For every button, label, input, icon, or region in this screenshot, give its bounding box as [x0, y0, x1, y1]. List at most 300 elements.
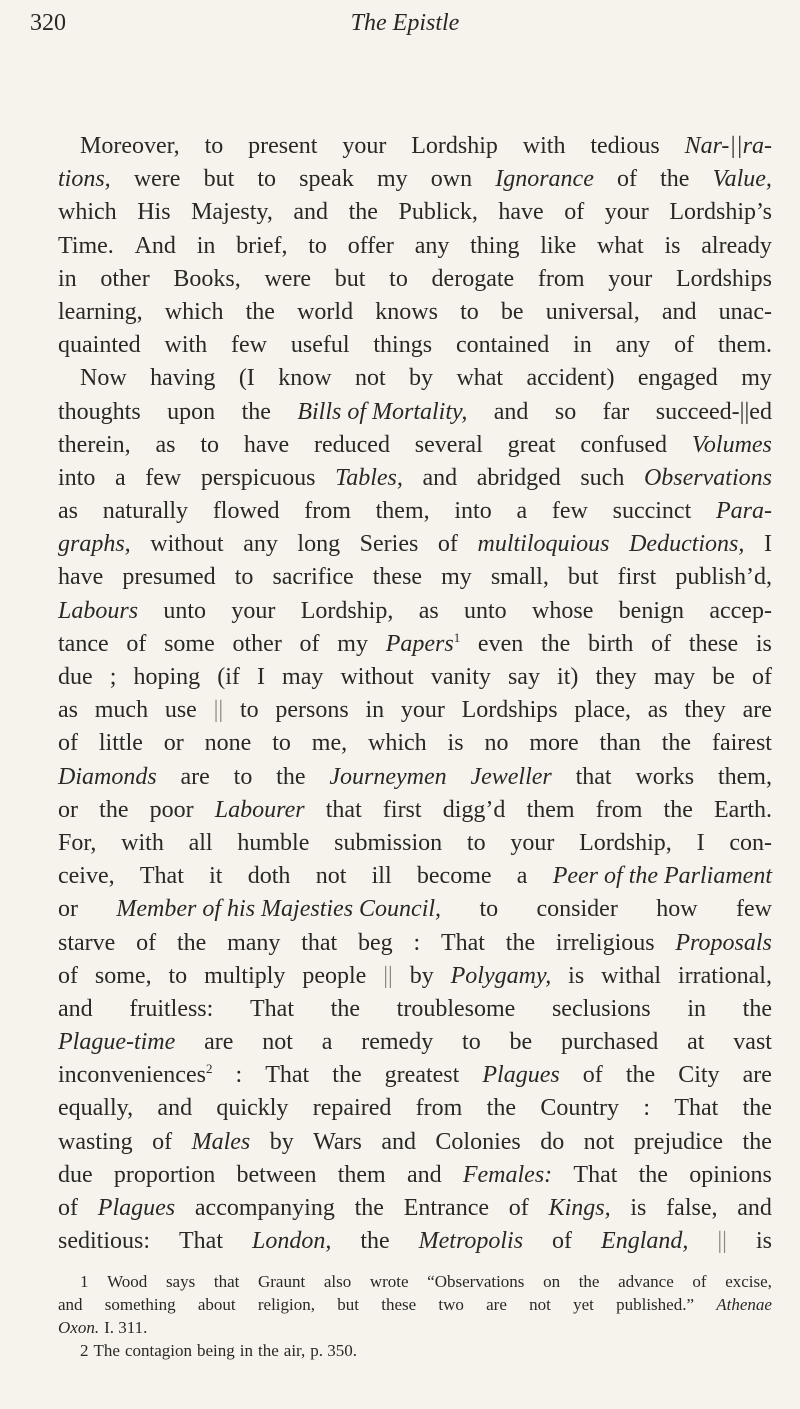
word: my [741, 365, 772, 392]
word: Females: [462, 1161, 553, 1188]
word: is [447, 730, 464, 757]
word: few [551, 498, 588, 525]
word: That [179, 1228, 223, 1255]
word: world [297, 298, 354, 325]
word: of [616, 166, 637, 193]
word: the [578, 1272, 600, 1291]
word: the [486, 1095, 516, 1122]
word: without [150, 531, 224, 558]
word: were [264, 265, 312, 292]
text-line [58, 462, 772, 495]
word: me, [311, 730, 348, 757]
word: little [98, 730, 143, 757]
word: into [58, 464, 96, 491]
word: That [440, 929, 485, 956]
word: Plagues [482, 1062, 560, 1089]
word: of [136, 929, 157, 956]
word: of [58, 962, 78, 989]
word: p. 350. [310, 1341, 358, 1360]
word: small, [490, 564, 549, 591]
word: your [608, 265, 653, 292]
word: few [231, 332, 268, 359]
word: abridged [476, 464, 561, 491]
word: upon [167, 398, 216, 425]
word: to [200, 431, 219, 458]
word: into [454, 498, 492, 525]
word: Now [80, 365, 127, 392]
word: to [234, 564, 254, 591]
word: not [529, 1295, 551, 1314]
word: that [325, 796, 362, 823]
word: Lordship [411, 133, 498, 159]
word: have [243, 431, 290, 458]
word: be [712, 664, 735, 690]
running-title: The Epistle [350, 10, 460, 36]
word: the [661, 730, 692, 757]
text-line [58, 893, 772, 926]
word: vast [733, 1029, 772, 1056]
word: them. [718, 332, 772, 359]
word: to [239, 697, 259, 724]
word-with-note-ref [386, 628, 461, 661]
word: to [257, 166, 277, 193]
word: they [684, 697, 726, 724]
word: may [653, 664, 696, 690]
word: : [413, 929, 421, 956]
word: England, [601, 1228, 689, 1255]
word: first [617, 564, 657, 591]
word: it [209, 863, 223, 890]
word: false, [666, 1195, 718, 1221]
word: to [466, 829, 486, 856]
word: Observations [643, 464, 772, 491]
word: quickly [216, 1095, 289, 1122]
word: the [258, 1341, 279, 1360]
word: and [381, 1128, 416, 1155]
word: place, [574, 697, 631, 724]
word: to [389, 265, 408, 292]
word: Colonies [435, 1128, 521, 1155]
word: to [460, 298, 479, 325]
word: two [438, 1295, 464, 1314]
footnote-line [58, 1316, 772, 1339]
word: Tables, [335, 464, 403, 491]
word: not [583, 1128, 615, 1155]
word: of [437, 531, 458, 558]
word: a [516, 863, 528, 890]
word: whose [532, 597, 594, 624]
word: my [441, 564, 472, 591]
word: succinct [612, 498, 692, 525]
word: seclusions [551, 995, 651, 1022]
word: equally, [58, 1095, 134, 1122]
word: them, [717, 763, 772, 790]
word: like [540, 232, 577, 259]
word: learning, [58, 298, 143, 325]
word: already [701, 232, 772, 259]
word: Peer of the Parliament [552, 863, 772, 890]
word: contained [455, 332, 550, 359]
word: unto [464, 597, 507, 624]
word: what [456, 365, 504, 392]
word: proportion [113, 1161, 216, 1188]
word: Kings, [548, 1195, 611, 1221]
word: Lordship’s [669, 199, 772, 226]
text-line [58, 694, 772, 727]
word: which [164, 298, 224, 325]
word: submission [334, 829, 443, 856]
word: publish’d, [675, 564, 772, 591]
word: the [663, 796, 693, 823]
word: : [235, 1062, 243, 1089]
word: 2 [80, 1341, 89, 1360]
footnote-line [58, 1293, 772, 1316]
text-line [58, 993, 772, 1026]
word: and [493, 398, 529, 425]
word: Earth. [714, 796, 772, 823]
word: Journeymen [329, 763, 447, 790]
word: Lordships [675, 265, 772, 292]
word: useful [290, 332, 350, 359]
word: but [334, 265, 366, 292]
word: having [150, 365, 216, 392]
text-line [58, 794, 772, 827]
word: advance [618, 1272, 674, 1291]
word: graphs, [58, 531, 131, 558]
word: your [342, 133, 387, 159]
word: your [231, 597, 276, 624]
word: people [302, 962, 367, 989]
word: in [687, 995, 706, 1022]
word: knows [375, 298, 438, 325]
word: from [304, 498, 351, 525]
word: from [595, 796, 643, 823]
word: in [573, 332, 592, 359]
word: accep- [709, 597, 772, 624]
word: Ignorance [495, 166, 594, 193]
word: as [58, 498, 78, 525]
word: other [232, 630, 282, 657]
word: of [152, 1128, 173, 1155]
word: first [382, 796, 422, 823]
word: the [742, 1128, 772, 1155]
word: are [742, 1062, 772, 1089]
word-with-note-ref [58, 1059, 212, 1092]
word: ; [109, 664, 117, 690]
word: and [157, 1095, 193, 1122]
word: things [373, 332, 433, 359]
word: do [540, 1128, 565, 1155]
word: have [58, 564, 104, 591]
word: the [176, 929, 207, 956]
word: that [213, 1272, 240, 1291]
word: tions, [58, 166, 111, 193]
footnotes [58, 1270, 772, 1362]
word: are [204, 1029, 234, 1056]
word: fairest [711, 730, 772, 757]
word: the [245, 298, 275, 325]
word: your [604, 199, 649, 226]
word: unto [163, 597, 207, 624]
word: Books, [173, 265, 241, 292]
word: tedious [590, 133, 660, 159]
word: ill [371, 863, 392, 890]
text-line [58, 827, 772, 860]
word: Moreover, [80, 133, 180, 159]
word: naturally [102, 498, 189, 525]
word: of [674, 332, 695, 359]
word: your [400, 697, 445, 724]
word: wrote [369, 1272, 409, 1291]
word: how [656, 896, 698, 923]
word: excise, [725, 1272, 772, 1291]
word: any [615, 332, 651, 359]
word: quainted [58, 332, 141, 359]
word: in [196, 232, 216, 259]
word: Para- [716, 498, 772, 525]
word: much [94, 697, 149, 724]
word: as [155, 431, 176, 458]
word: to [204, 133, 224, 159]
word: tance [58, 630, 109, 657]
text-line [58, 960, 772, 993]
word: 1 [80, 1272, 89, 1291]
text-line [58, 661, 772, 694]
word: to [272, 730, 291, 757]
text-line [58, 1192, 772, 1225]
word: between [236, 1161, 317, 1188]
word: they [595, 664, 637, 690]
text-line [58, 595, 772, 628]
word: remedy [361, 1029, 434, 1056]
word: be [509, 1029, 533, 1056]
word: That [139, 863, 184, 890]
body-text [58, 130, 772, 1258]
word: Member of his Majesties Council, [116, 896, 442, 923]
word: I. 311. [104, 1318, 148, 1337]
word: irrational, [678, 962, 772, 989]
word: Jeweller [470, 763, 552, 790]
word: in [239, 1341, 253, 1360]
word: or [163, 730, 184, 757]
word: may [282, 664, 324, 690]
word: the [660, 166, 690, 193]
word: any [414, 232, 450, 259]
word: Series [359, 531, 419, 558]
word: some, [94, 962, 152, 989]
word: of [126, 630, 147, 657]
word: Volumes [691, 431, 772, 458]
word: Metropolis [418, 1228, 524, 1255]
word: Labourer [214, 796, 305, 823]
word: therein, [58, 431, 131, 458]
word: that [575, 763, 612, 790]
word: than [599, 730, 641, 757]
word: not [315, 863, 347, 890]
word: thing [470, 232, 520, 259]
word: Plague-time [58, 1029, 176, 1056]
text-line [58, 263, 772, 296]
word: to [308, 232, 327, 259]
word: “Observations [427, 1272, 525, 1291]
word: air, [283, 1341, 306, 1360]
text-line [58, 860, 772, 893]
word: due [58, 664, 93, 690]
footnote-line [58, 1270, 772, 1293]
word: Country [540, 1095, 619, 1122]
text-line [58, 528, 772, 561]
word: a [516, 498, 528, 525]
word: Diamonds [58, 763, 157, 790]
word: about [197, 1295, 236, 1314]
word: with [121, 829, 164, 856]
word: many [227, 929, 281, 956]
word: the [348, 199, 378, 226]
word: have [498, 199, 544, 226]
word: of [299, 630, 320, 657]
word: your [510, 829, 555, 856]
word: and [737, 1195, 772, 1221]
text-line [58, 429, 772, 462]
word: know [278, 365, 332, 392]
word: Nar-||ra- [684, 133, 772, 159]
word: not [262, 1029, 293, 1056]
word: perspicuous [200, 464, 316, 491]
word: to [233, 763, 253, 790]
word: from [415, 1095, 463, 1122]
word: || [383, 962, 393, 989]
word: reduced [314, 431, 390, 458]
word: Bills of Mortality, [297, 398, 468, 425]
word: beg [358, 929, 393, 956]
word: benign [618, 597, 684, 624]
word: prejudice [633, 1128, 724, 1155]
word: : [643, 1095, 650, 1122]
word: Labours [58, 597, 139, 624]
text-line [58, 396, 772, 429]
word: opinions [689, 1161, 772, 1188]
word: That [674, 1095, 719, 1122]
word: humble [237, 829, 310, 856]
text-line [58, 1225, 772, 1258]
word: repaired [312, 1095, 392, 1122]
word: these [688, 630, 739, 657]
word: were [133, 166, 181, 193]
word: of [651, 630, 672, 657]
word: Lordship, [300, 597, 394, 624]
word: of [582, 1062, 603, 1089]
word: unac- [718, 298, 772, 325]
word: Deductions, [629, 531, 745, 558]
word: present [248, 133, 318, 159]
word: Males [191, 1128, 251, 1155]
word: Wood [107, 1272, 148, 1291]
word: confused [580, 431, 668, 458]
word: published.” [616, 1295, 695, 1314]
word: con- [729, 829, 772, 856]
word: as [647, 697, 668, 724]
word: inconveniences [58, 1062, 206, 1089]
word: doth [247, 863, 291, 890]
word: that [301, 929, 338, 956]
word: Polygamy, [450, 962, 552, 989]
word: Oxon. [58, 1318, 100, 1337]
word: but [337, 1295, 359, 1314]
word: are [486, 1295, 507, 1314]
word: none [204, 730, 252, 757]
word: London, [251, 1228, 332, 1255]
word: in [365, 697, 385, 724]
text-line [58, 1059, 772, 1092]
word: them [526, 796, 575, 823]
word: more [529, 730, 579, 757]
word: the [332, 1062, 362, 1089]
word: City [678, 1062, 720, 1089]
page-number: 320 [30, 10, 66, 36]
word: is [755, 1228, 772, 1255]
word: with [164, 332, 208, 359]
word: derogate [431, 265, 515, 292]
word: The [93, 1341, 120, 1360]
word: these [381, 1295, 417, 1314]
text-line [58, 130, 772, 163]
word: not [354, 365, 386, 392]
word: but [567, 564, 599, 591]
word: religion, [257, 1295, 316, 1314]
word: Lordship, [579, 829, 672, 856]
word: I [696, 829, 705, 856]
word: contagion [124, 1341, 192, 1360]
word: own [430, 166, 473, 193]
word: as [418, 597, 439, 624]
word: yet [573, 1295, 594, 1314]
word: irreligious [555, 929, 655, 956]
word: and [422, 464, 458, 491]
word: of [692, 1272, 707, 1291]
word: Wars [313, 1128, 362, 1155]
text-line [58, 362, 772, 395]
word: That [573, 1161, 618, 1188]
word: few [735, 896, 772, 923]
word: and [58, 995, 93, 1022]
text-line [58, 296, 772, 329]
word: the [540, 630, 571, 657]
word: and [406, 1161, 442, 1188]
word: be [500, 298, 524, 325]
word: such [580, 464, 625, 491]
word: birth [588, 630, 634, 657]
word: some [164, 630, 215, 657]
word: accident) [526, 365, 615, 392]
text-line [58, 196, 772, 229]
word: of [552, 1228, 573, 1255]
word: the [638, 1161, 668, 1188]
word: For, [58, 829, 97, 856]
word: it) [557, 664, 579, 690]
word: offer [347, 232, 394, 259]
word: my [337, 630, 368, 657]
word: fruitless: [129, 995, 214, 1022]
word: hoping [133, 664, 201, 690]
word: are [742, 697, 772, 724]
word: is [630, 1195, 647, 1221]
word: succeed-||ed [655, 398, 772, 425]
word: Plagues [97, 1195, 176, 1221]
word: what [597, 232, 644, 259]
word: these [372, 564, 423, 591]
word: consider [536, 896, 618, 923]
word: of [58, 730, 78, 757]
